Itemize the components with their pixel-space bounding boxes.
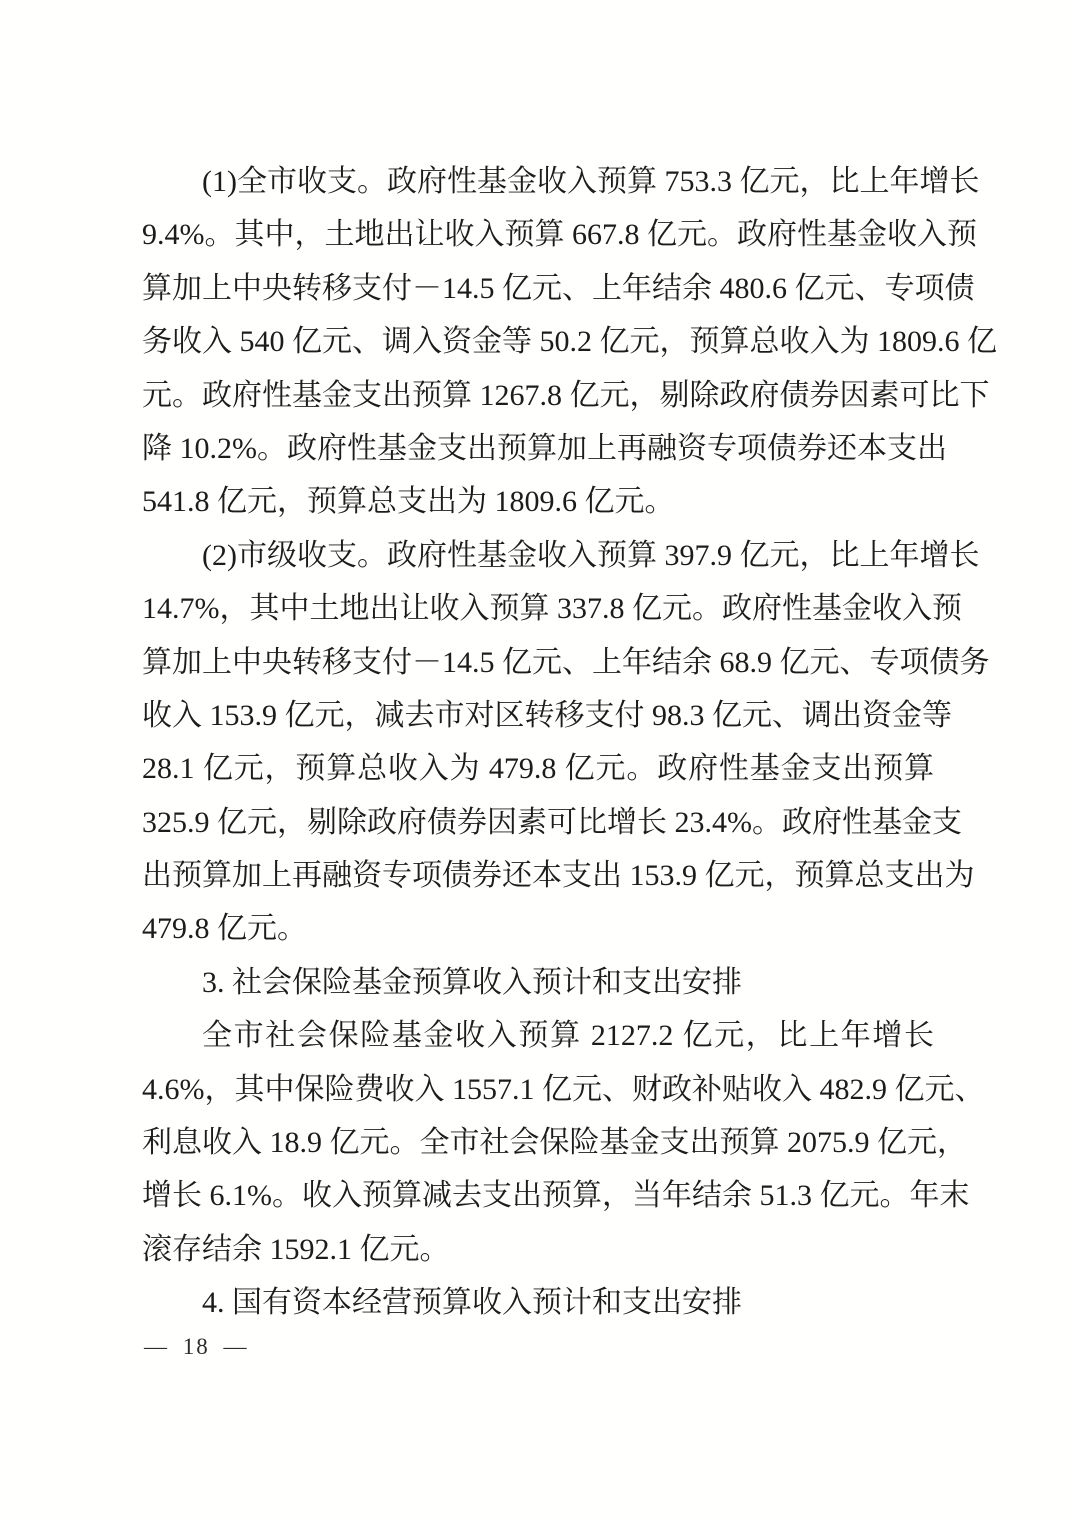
- paragraph-line: (1)全市收支。政府性基金收入预算 753.3 亿元，比上年增长: [202, 165, 980, 198]
- paragraph-line: 增长 6.1%。收入预算减去支出预算，当年结余 51.3 亿元。年末: [142, 1179, 970, 1213]
- paragraph-line: 收入 153.9 亿元，减去市对区转移支付 98.3 亿元、调出资金等: [142, 698, 952, 732]
- page-number: — 18 —: [144, 1334, 249, 1359]
- paragraph-line: 9.4%。其中，土地出让收入预算 667.8 亿元。政府性基金收入预: [142, 218, 977, 252]
- paragraph-line: 出预算加上再融资专项债券还本支出 153.9 亿元，预算总支出为: [142, 859, 975, 893]
- paragraph-line: 541.8 亿元，预算总支出为 1809.6 亿元。: [142, 485, 675, 519]
- paragraph-line: (2)市级收支。政府性基金收入预算 397.9 亿元，比上年增长: [202, 538, 980, 572]
- heading-line: 3. 社会保险基金预算收入预计和支出安排: [202, 965, 742, 999]
- paragraph-line: 降 10.2%。政府性基金支出预算加上再融资专项债券还本支出: [142, 431, 947, 465]
- document-body: [142, 155, 997, 1330]
- paragraph-line: 28.1 亿元，预算总收入为 479.8 亿元。政府性基金支出预算: [142, 752, 934, 786]
- paragraph-line: 务收入 540 亿元、调入资金等 50.2 亿元，预算总收入为 1809.6 亿: [142, 325, 997, 359]
- paragraph-line: 479.8 亿元。: [142, 912, 307, 946]
- paragraph-line: 4.6%，其中保险费收入 1557.1 亿元、财政补贴收入 482.9 亿元、: [142, 1072, 985, 1106]
- paragraph-line: 算加上中央转移支付－14.5 亿元、上年结余 68.9 亿元、专项债务: [142, 645, 990, 679]
- paragraph-line: 利息收入 18.9 亿元。全市社会保险基金支出预算 2075.9 亿元，: [142, 1126, 967, 1160]
- paragraph-line: 算加上中央转移支付－14.5 亿元、上年结余 480.6 亿元、专项债: [142, 271, 975, 305]
- heading-line: 4. 国有资本经营预算收入预计和支出安排: [202, 1286, 742, 1320]
- paragraph-line: 元。政府性基金支出预算 1267.8 亿元，剔除政府债券因素可比下: [142, 378, 990, 412]
- paragraph-line: 325.9 亿元，剔除政府债券因素可比增长 23.4%。政府性基金支: [142, 805, 962, 839]
- paragraph-line: 全市社会保险基金收入预算 2127.2 亿元，比上年增长: [202, 1019, 934, 1053]
- paragraph-line: 14.7%，其中土地出让收入预算 337.8 亿元。政府性基金收入预: [142, 592, 962, 626]
- paragraph-line: 滚存结余 1592.1 亿元。: [142, 1232, 450, 1266]
